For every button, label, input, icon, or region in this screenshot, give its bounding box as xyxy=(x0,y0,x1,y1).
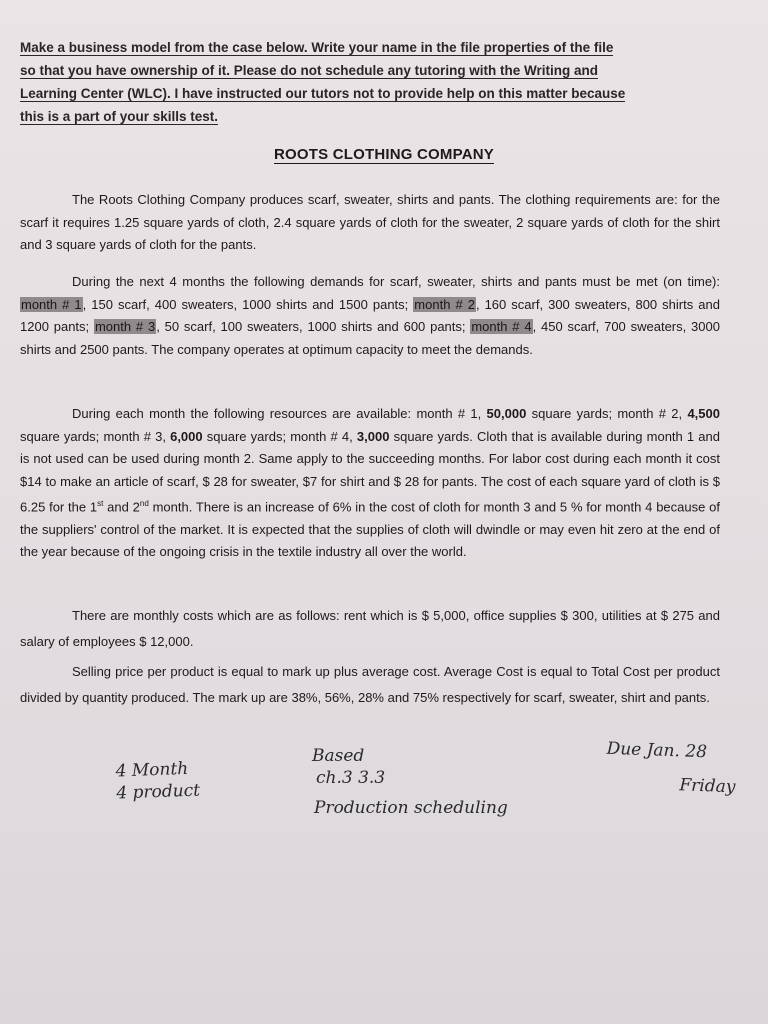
resources-text-3: square yards; month # 3, xyxy=(20,428,171,444)
month-3-demand: , 50 scarf, 100 sweaters, 1000 shirts and 600 pants; xyxy=(156,319,471,334)
instructions-line-2: so that you have ownership of it. Please do not schedule any tutoring with the Writing and xyxy=(20,63,599,78)
resource-month-1: 50,000 xyxy=(486,406,527,421)
month-1-demand: , 150 scarf, 400 sweaters, 1000 shirts and 1500 pants; xyxy=(82,296,414,312)
paragraph-monthly-costs: There are monthly costs which are as follows: rent which is $ 5,000, office supplies $ 300, utilities at $ 275 and salary of employees $ 12,000. xyxy=(20,608,720,649)
handwritten-production-scheduling: Production scheduling xyxy=(314,798,508,818)
paragraph-cloth-requirements: The Roots Clothing Company produces scarf, sweater, shirts and pants. The clothing requirements are: for the scarf it requires 1.25 square yards of cloth, 2.4 square yards of cloth for the sweater, 2 square yards of cloth for the shirt and 3 square yards of cloth for the pants. xyxy=(20,192,720,252)
resources-text-1: During each month the following resources are available: month # 1, xyxy=(72,406,487,421)
paragraph-demands xyxy=(20,271,720,361)
resources-text-4: square yards; month # 4, xyxy=(202,428,357,444)
handwritten-friday: Friday xyxy=(679,775,736,798)
demands-intro: During the next 4 months the following demands for scarf, sweater, shirts and pants must be met (on time): xyxy=(72,274,720,289)
resources-text-2: square yards; month # 2, xyxy=(526,406,688,421)
superscript-nd: nd xyxy=(139,499,149,508)
handwritten-4-product: 4 product xyxy=(116,780,201,804)
handwritten-chapter: ch.3 3.3 xyxy=(316,768,386,788)
instructions-line-4: this is a part of your skills test. xyxy=(20,109,219,124)
instructions-line-3: Learning Center (WLC). I have instructed our tutors not to provide help on this matter because xyxy=(20,86,626,101)
resources-text-7: month. There is an increase of 6% in the cost of cloth for month 3 and 5 % for month 4 because of the suppliers' control of the market. It is expected that the supplies of cloth will dwindle or may even hit zero at the end of the year because of the ongoing crisis in the textile industry all over the world. xyxy=(20,499,720,560)
month-4-highlight: month # 4 xyxy=(471,319,532,334)
instructions-block xyxy=(20,36,720,128)
paragraph-resources xyxy=(20,403,720,564)
month-1-highlight: month # 1 xyxy=(21,296,82,312)
paragraph-selling-price: Selling price per product is equal to mark up plus average cost. Average Cost is equal to Total Cost per product divided by quantity produced. The mark up are 38%, 56%, 28% and 75% respectively for scarf, sweater, shirt and pants. xyxy=(20,664,720,705)
page-title: ROOTS CLOTHING COMPANY xyxy=(274,146,494,163)
month-3-highlight: month # 3 xyxy=(94,319,156,334)
resource-month-3: 6,000 xyxy=(170,428,203,444)
resource-month-4: 3,000 xyxy=(356,428,390,444)
resources-text-5: square yards. Cloth that is available during month 1 and is not used can be used during month 2. Same apply to the succeeding months. For labor cost during each month it cost $14 to make an article of scarf, $ 28 for sweater, $7 for shirt and $ 28 for pants. The cost of each square yard of cloth is $ 6.25 for the 1 xyxy=(20,428,720,515)
handwritten-4-month: 4 Month xyxy=(115,758,189,782)
handwritten-due-date: Due Jan. 28 xyxy=(606,738,708,763)
instructions-line-1: Make a business model from the case below. Write your name in the file properties of the file xyxy=(20,40,614,55)
month-4-demand: , 450 scarf, 700 sweaters, 3000 shirts and 2500 pants. The company operates at optimum capacity to meet the demands. xyxy=(20,319,720,357)
handwritten-based: Based xyxy=(312,746,365,766)
handwritten-note-middle xyxy=(312,745,508,819)
month-2-highlight: month # 2 xyxy=(414,296,475,312)
resource-month-2: 4,500 xyxy=(687,406,720,421)
resources-text-6: and 2 xyxy=(103,499,140,515)
handwritten-note-left xyxy=(115,758,200,805)
handwritten-note-right xyxy=(605,738,737,799)
page-title-wrap xyxy=(0,146,768,163)
superscript-st: st xyxy=(97,499,104,508)
month-2-demand: , 160 scarf, 300 sweaters, 800 shirts and 1200 pants; xyxy=(20,296,720,334)
